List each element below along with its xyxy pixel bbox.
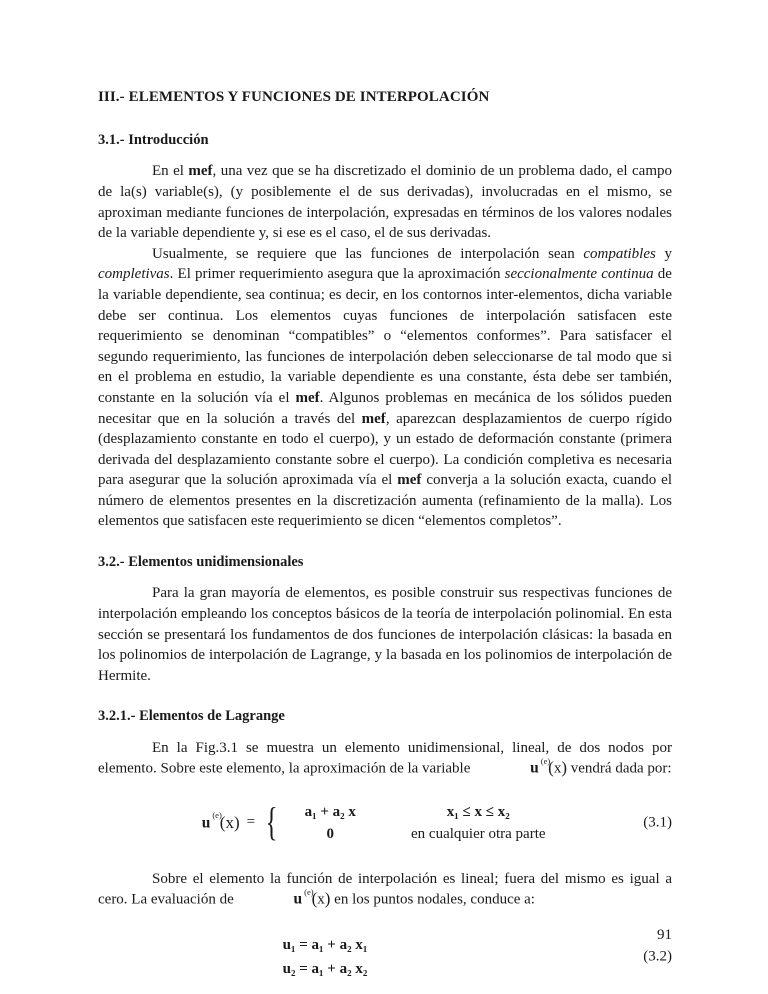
equation-spacer-2 [98, 845, 672, 869]
paragraph-3-2-1: Para la gran mayoría de elementos, es posible construir sus respectivas funciones de interpolación empleando los conceptos básicos de la teoría de interpolación polinomial. En esta sección se presentará los fundamentos de dos funciones de interpolación clásicas: la basada en los polinomios de interpolación de Lagrange, y la basada en los polinomios de interpolación de Hermite. [98, 585, 672, 684]
par-321b-text-b: en los puntos nodales, conduce a: [330, 891, 535, 908]
equation-3-1-cases [282, 801, 570, 845]
math-superscript-e: (e) [540, 755, 551, 766]
par-321b-text-a: Sobre el elemento la función de interpolación es lineal; fuera del mismo es igual a cero. La evaluación de [98, 870, 672, 908]
par2-t1: Usualmente, se requiere que las funciones de interpolación sean [152, 245, 584, 262]
term-seccionalmente-continua: seccionalmente continua [504, 266, 654, 283]
equation-3-1-case-2 [282, 823, 570, 845]
page-content [98, 88, 672, 981]
section-spacer-1 [98, 532, 672, 554]
math-symbol-u: u [530, 759, 539, 777]
term-compatibles: compatibles [583, 245, 656, 262]
equation-3-1-body [200, 801, 571, 845]
equation-3-1 [98, 801, 672, 845]
term-mef-3: mef [361, 410, 386, 427]
paragraph-3-2-1-after-eq [98, 869, 672, 912]
page-number: 91 [657, 927, 672, 943]
par2-t6: , aparezcan desplazamientos de cuerpo rígido (desplazamiento constante en todo el cuerpo), y un estado de deformación constante (primera derivada del desplazamiento constante sobre el cuerpo). La condición completiva es necesaria para asegurar que la solución aproximada vía el [98, 410, 672, 489]
equation-number-3-1: (3.1) [643, 814, 672, 831]
section-heading-3-1: 3.1.- Introducción [98, 132, 209, 148]
math-argument-x: (x) [219, 812, 240, 832]
section-heading-3-2-1: 3.2.1.- Elementos de Lagrange [98, 708, 285, 725]
par2-t7: converja a la solución exacta, cuando el número de elementos presentes en la discretización aumenta (refinamiento de la malla). Los elementos que satisfacen este requerimiento se dicen “elementos completos”. [98, 472, 672, 530]
math-paren-close: ) [324, 889, 331, 909]
equation-spacer-3 [98, 911, 672, 933]
math-symbol-u: u [293, 890, 303, 908]
equation-3-2-body [283, 933, 368, 981]
case-1-expression: a₁ + a₂ x [304, 803, 356, 820]
case-2-condition: en cualquier otra parte [411, 825, 546, 842]
paragraph-3-1-2 [98, 244, 672, 532]
term-mef-4: mef [397, 472, 422, 489]
par2-t2: y [655, 245, 672, 262]
term-mef-2: mef [295, 389, 320, 406]
math-paren-close: ) [561, 758, 568, 778]
equation-3-2 [98, 933, 672, 981]
inline-math-u-e-of-x-2 [238, 886, 331, 911]
par2-t3: . El primer requerimiento asegura que la aproximación [169, 266, 505, 283]
equation-number-3-2: (3.2) [643, 948, 672, 965]
inline-math-u-e-of-x [474, 755, 568, 780]
math-superscript-e: (e) [304, 886, 314, 897]
term-completivas: completivas [98, 266, 170, 283]
par-321-text-a: En la Fig.3.1 se muestra un elemento unidimensional, lineal, de dos nodos por elemento. Sobre este elemento, la aproximación de la variable [98, 739, 672, 777]
par-text-rest: , una vez que se ha discretizado el dominio de un problema dado, el campo de la(s) variable(s), (y posiblemente el de sus derivadas), involucradas en el mismo, se aproximan mediante funciones de interpolación, expresadas en términos de los valores nodales de la variable dependiente y, si ese es el caso, el de sus derivadas. [98, 163, 672, 242]
math-superscript-e: (e) [212, 810, 222, 821]
par2-t5: . Algunos problemas en mecánica de los sólidos pueden necesitar que en la solución a través del [98, 389, 673, 427]
case-2-expression: 0 [326, 825, 335, 842]
chapter-title: III.- ELEMENTOS Y FUNCIONES DE INTERPOLACIÓN [98, 89, 490, 105]
section-spacer-2 [98, 686, 672, 708]
term-mef-1: mef [188, 163, 213, 180]
par2-t4: de la variable dependiente, sea continua; es decir, en los contornos inter-elementos, dicha variable debe ser continua. Los elementos cuyas funciones de interpolación satisfacen este requerimiento se denominan “compatibles” o “elementos conformes”. Para satisfacer el segundo requerimiento, las funciones de interpolación deben seleccionarse de tal modo que si en el problema en estudio, la variable dependiente es una constante, ésta debe ser también, constante en la solución vía el [98, 266, 672, 406]
paragraph-3-1-1 [98, 161, 672, 243]
section-heading-3-2: 3.2.- Elementos unidimensionales [98, 554, 304, 571]
math-variable-x: x [317, 891, 325, 908]
equation-spacer-1 [98, 781, 672, 801]
equation-3-1-lhs [200, 810, 240, 833]
math-paren-open: ( [311, 889, 318, 909]
equation-3-1-case-1 [282, 801, 570, 823]
case-1-condition: x₁ ≤ x ≤ x₂ [446, 803, 510, 820]
par-text-lead: En el [152, 163, 189, 180]
math-variable-x: x [553, 760, 562, 777]
math-symbol-u: u [201, 814, 211, 832]
par-321-text-b: vendrá dada por: [567, 760, 672, 777]
math-paren-open: ( [548, 758, 554, 778]
equation-3-2-line-1: u₁ = a₁ + a₂ x₁ [282, 937, 368, 954]
math-equals-sign: = [246, 814, 256, 831]
paragraph-3-2-1-intro [98, 738, 672, 781]
math-left-brace: { [265, 799, 278, 845]
equation-3-2-line-2: u₂ = a₁ + a₂ x₂ [282, 961, 368, 978]
